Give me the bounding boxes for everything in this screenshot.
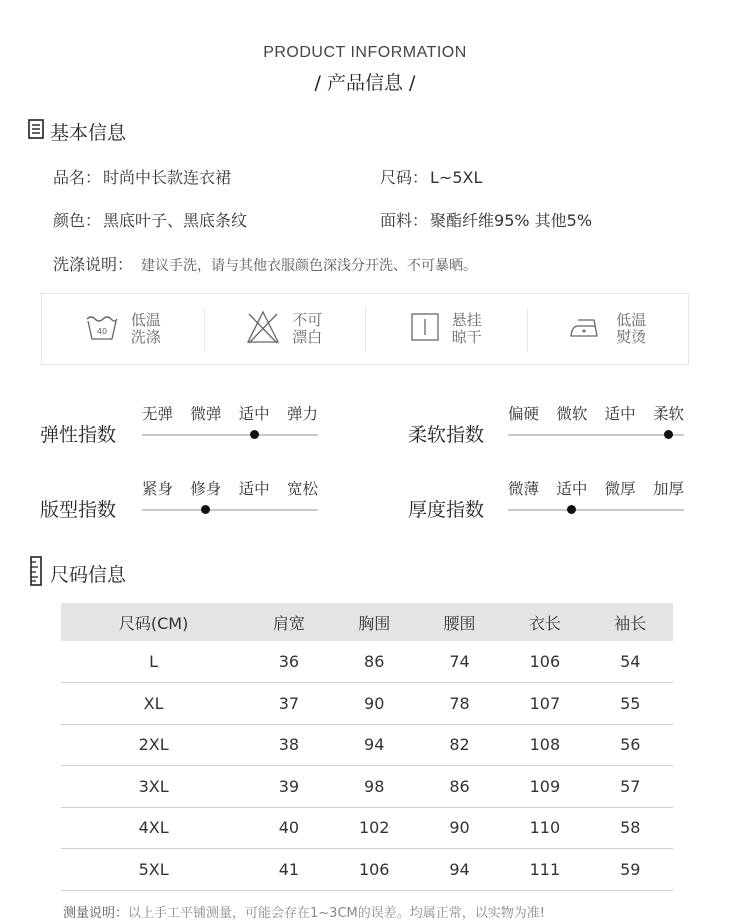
- fit-index-title: 版型指数: [40, 499, 117, 521]
- scale-track: [142, 509, 318, 511]
- scale-label: 偏硬: [508, 405, 540, 423]
- header-chinese-title: / 产品信息 /: [314, 72, 416, 94]
- scale-indicator: [201, 505, 210, 514]
- care-dry-line2: 晾干: [451, 328, 482, 346]
- wash-40-icon: [85, 313, 119, 345]
- note-value: 以上手工平铺测量，可能会存在1~3CM的误差。均属正常，以实物为准!: [128, 906, 545, 921]
- col-header: 胸围: [332, 603, 417, 641]
- table-cell: 57: [588, 766, 673, 808]
- table-cell: 109: [502, 766, 587, 808]
- care-item-bleach: [204, 294, 366, 364]
- table-cell: 36: [246, 641, 331, 683]
- svg-text:40: 40: [96, 327, 107, 336]
- table-cell: 3XL: [61, 766, 246, 808]
- table-cell: 38: [246, 724, 331, 766]
- table-cell: 4XL: [61, 807, 246, 849]
- table-row: [61, 683, 673, 725]
- table-cell: 55: [588, 683, 673, 725]
- color-row: [53, 208, 247, 231]
- scale-indicator: [250, 430, 259, 439]
- wash-label: 洗涤说明：: [53, 255, 134, 274]
- wash-row: [53, 252, 477, 275]
- table-cell: 107: [502, 683, 587, 725]
- care-instructions: [41, 293, 689, 365]
- table-cell: 56: [588, 724, 673, 766]
- table-cell: 40: [246, 807, 331, 849]
- elastic-scale: [142, 402, 318, 436]
- table-cell: 111: [502, 849, 587, 891]
- scale-label: 微厚: [604, 480, 636, 498]
- color-label: 颜色：: [53, 211, 102, 230]
- table-cell: 59: [588, 849, 673, 891]
- name-row: [53, 165, 231, 188]
- soft-index-title: 柔软指数: [408, 424, 485, 446]
- scale-indicator: [664, 430, 673, 439]
- col-header: 肩宽: [246, 603, 331, 641]
- note-label: 测量说明：: [63, 906, 129, 921]
- scale-label: 柔软: [652, 405, 684, 423]
- scale-label: 微软: [556, 405, 588, 423]
- color-value: 黑底叶子、黑底条纹: [103, 211, 248, 230]
- table-cell: 94: [417, 849, 502, 891]
- scale-label: 修身: [190, 480, 222, 498]
- scale-label: 紧身: [142, 480, 174, 498]
- size-range-row: [380, 165, 482, 188]
- care-iron-line2: 熨烫: [616, 328, 647, 346]
- table-cell: 90: [417, 807, 502, 849]
- fabric-value: 聚酯纤维95% 其他5%: [430, 211, 593, 230]
- table-cell: 86: [332, 641, 417, 683]
- scale-label: 弹力: [286, 405, 318, 423]
- table-cell: 74: [417, 641, 502, 683]
- care-wash-line2: 洗涤: [130, 328, 161, 346]
- size-table: [61, 603, 673, 891]
- scale-track: [142, 434, 318, 436]
- table-cell: 41: [246, 849, 331, 891]
- table-cell: 37: [246, 683, 331, 725]
- fabric-row: [380, 208, 592, 231]
- wash-value: 建议手洗，请与其他衣服颜色深浅分开洗、不可暴晒。: [141, 258, 478, 274]
- care-iron-line1: 低温: [616, 311, 647, 329]
- table-cell: 108: [502, 724, 587, 766]
- scale-label: 无弹: [142, 405, 174, 423]
- scale-label: 适中: [238, 480, 270, 498]
- scale-label: 适中: [604, 405, 636, 423]
- table-cell: 106: [332, 849, 417, 891]
- scale-label: 加厚: [652, 480, 684, 498]
- table-header-row: [61, 603, 673, 641]
- header-english-title: PRODUCT INFORMATION: [263, 44, 467, 61]
- table-cell: 98: [332, 766, 417, 808]
- measurement-note: [63, 902, 545, 921]
- table-cell: 54: [588, 641, 673, 683]
- table-cell: 90: [332, 683, 417, 725]
- name-label: 品名：: [53, 168, 102, 187]
- col-header: 衣长: [502, 603, 587, 641]
- table-cell: L: [61, 641, 246, 683]
- table-row: [61, 807, 673, 849]
- care-bleach-line1: 不可: [292, 311, 323, 329]
- scale-track: [508, 509, 684, 511]
- table-cell: XL: [61, 683, 246, 725]
- scale-label: 微薄: [508, 480, 540, 498]
- table-cell: 86: [417, 766, 502, 808]
- table-row: [61, 766, 673, 808]
- size-info-title: 尺码信息: [50, 564, 127, 586]
- no-bleach-icon: [246, 310, 280, 348]
- basic-info-heading: [28, 118, 126, 145]
- table-cell: 106: [502, 641, 587, 683]
- iron-low-icon: [568, 314, 604, 344]
- scale-label: 宽松: [286, 480, 318, 498]
- scale-track: [508, 434, 684, 436]
- thickness-index-title: 厚度指数: [408, 499, 485, 521]
- table-cell: 102: [332, 807, 417, 849]
- elastic-index-title: 弹性指数: [40, 424, 117, 446]
- size-info-heading: [30, 556, 126, 591]
- thickness-scale: [508, 477, 684, 511]
- table-row: [61, 724, 673, 766]
- fit-scale: [142, 477, 318, 511]
- basic-info-title: 基本信息: [50, 122, 127, 144]
- care-item-iron: [527, 294, 689, 364]
- hang-dry-icon: [410, 312, 440, 346]
- col-header: 尺码(CM): [61, 603, 246, 641]
- table-cell: 78: [417, 683, 502, 725]
- table-cell: 58: [588, 807, 673, 849]
- table-cell: 2XL: [61, 724, 246, 766]
- care-bleach-line2: 漂白: [292, 328, 323, 346]
- scale-label: 微弹: [190, 405, 222, 423]
- table-cell: 94: [332, 724, 417, 766]
- name-value: 时尚中长款连衣裙: [103, 168, 232, 187]
- fabric-label: 面料：: [380, 211, 429, 230]
- table-row: [61, 849, 673, 891]
- care-dry-line1: 悬挂: [451, 311, 482, 329]
- size-range-label: 尺码：: [380, 168, 429, 187]
- size-range-value: L~5XL: [430, 168, 483, 187]
- document-icon: [28, 119, 44, 144]
- care-item-wash: [42, 294, 204, 364]
- table-cell: 82: [417, 724, 502, 766]
- soft-scale: [508, 402, 684, 436]
- table-cell: 110: [502, 807, 587, 849]
- col-header: 腰围: [417, 603, 502, 641]
- scale-label: 适中: [556, 480, 588, 498]
- care-item-dry: [365, 294, 527, 364]
- table-cell: 39: [246, 766, 331, 808]
- table-cell: 5XL: [61, 849, 246, 891]
- ruler-icon: [30, 556, 44, 591]
- care-wash-line1: 低温: [130, 311, 161, 329]
- col-header: 袖长: [588, 603, 673, 641]
- scale-indicator: [567, 505, 576, 514]
- scale-label: 适中: [238, 405, 270, 423]
- table-row: [61, 641, 673, 683]
